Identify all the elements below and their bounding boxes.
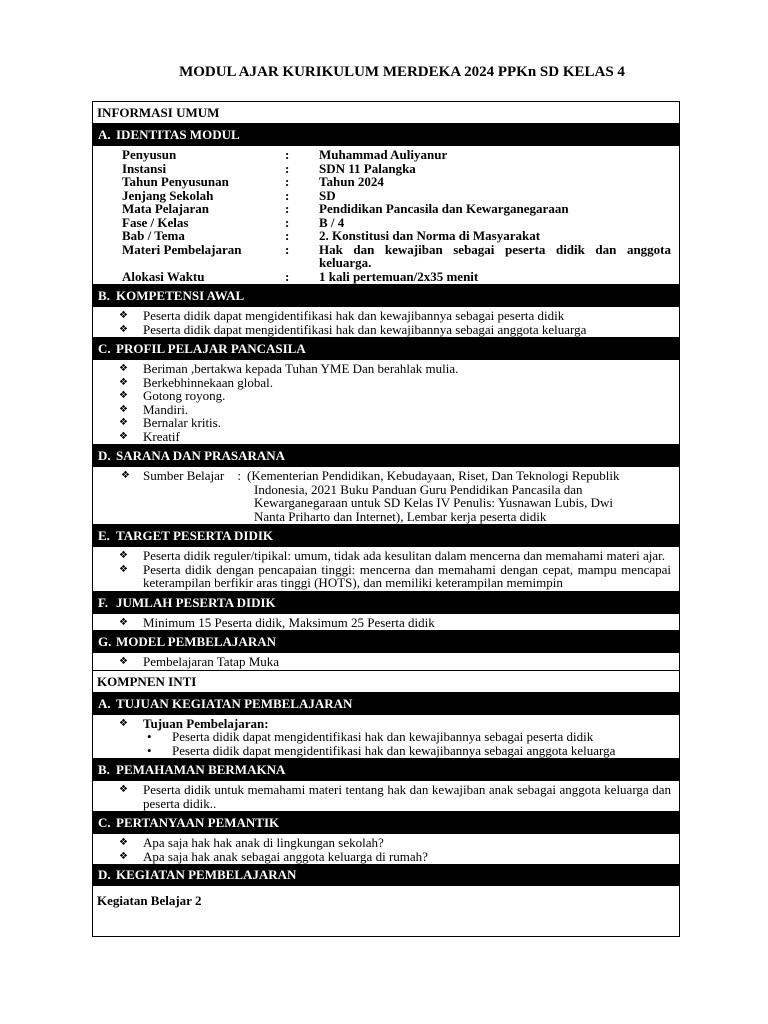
pertanyaan-heading: [93, 812, 679, 834]
list-item-text: Peserta didik dapat mengidentifikasi hak dan kewajibannya sebagai anggota keluarga: [143, 321, 587, 337]
model-heading: [93, 631, 679, 653]
tujuan-subheading: Tujuan Pembelajaran:: [143, 715, 269, 731]
section-number: C.: [98, 815, 111, 830]
field-colon: :: [285, 241, 290, 257]
list-item: [119, 389, 671, 403]
list-item: [119, 717, 671, 731]
section-label: PEMAHAMAN BERMAKNA: [116, 762, 286, 777]
section-label: IDENTITAS MODUL: [116, 127, 240, 142]
tujuan-list: [93, 730, 679, 757]
pertanyaan-section: [93, 834, 679, 864]
diamond-bullet-icon: ❖: [119, 376, 128, 388]
jumlah-section: [93, 614, 679, 632]
identitas-row: [122, 270, 671, 284]
field-colon: :: [285, 268, 290, 284]
sumber-belajar-value: (Kementerian Pendidikan, Kebudayaan, Riset, Dan Teknologi Republik Indonesia, 2021 Buku Panduan Guru Pendidikan Pancasila dan Kewarganegaraan untuk SD Kelas IV Penulis: Yusnawan Lubis, Dwi Nanta Priharto dan Internet), Lembar kerja peserta didik: [247, 468, 620, 524]
diamond-bullet-icon: ❖: [119, 850, 128, 862]
list-item-text: Bernalar kritis.: [143, 415, 221, 430]
identitas-heading: [93, 124, 679, 146]
field-colon: :: [285, 147, 290, 162]
section-label: TARGET PESERTA DIDIK: [116, 528, 274, 543]
diamond-bullet-icon: ❖: [119, 417, 128, 428]
list-item: [119, 850, 671, 864]
section-label: MODEL PEMBELAJARAN: [116, 634, 276, 649]
list-item: [119, 309, 671, 323]
list-item: [119, 836, 671, 850]
field-value: SDN 11 Palangka: [319, 160, 416, 176]
list-item: [119, 783, 671, 810]
kegiatan-belajar-label: Kegiatan Belajar 2: [97, 893, 202, 908]
diamond-bullet-icon: ❖: [119, 563, 128, 575]
profil-section: [93, 360, 679, 445]
sarana-heading: [93, 445, 679, 467]
tujuan-section: [93, 715, 679, 760]
list-item-text: Minimum 15 Peserta didik, Maksimum 25 Peserta didik: [143, 614, 435, 630]
section-label: TUJUAN KEGIATAN PEMBELAJARAN: [116, 695, 353, 711]
identitas-row: [122, 202, 671, 216]
identitas-row: [122, 189, 671, 203]
section-label: PERTANYAAN PEMANTIK: [116, 815, 280, 830]
identitas-row: [122, 243, 671, 270]
field-label: Tahun Penyusunan: [122, 174, 229, 189]
sumber-belajar-label: Sumber Belajar :: [143, 468, 241, 483]
pemahaman-section: [93, 781, 679, 812]
target-section: [93, 547, 679, 592]
section-number: A.: [98, 127, 111, 142]
section-number: D.: [98, 867, 111, 882]
list-item-text: Pembelajaran Tatap Muka: [143, 654, 280, 669]
list-item: [119, 655, 671, 669]
list-item-text: Peserta didik reguler/tipikal: umum, tidak ada kesulitan dalam mencerna dan memahami materi ajar.: [143, 548, 665, 563]
field-label: Penyusun: [122, 147, 177, 162]
identitas-row: [122, 148, 671, 162]
section-number: G.: [98, 634, 112, 649]
field-value: Tahun 2024: [319, 174, 384, 189]
diamond-bullet-icon: ❖: [119, 837, 128, 848]
diamond-bullet-icon: ❖: [119, 323, 128, 335]
field-label: Instansi: [122, 160, 167, 176]
diamond-bullet-icon: ❖: [119, 310, 128, 321]
section-number: C.: [98, 341, 111, 356]
field-colon: :: [285, 214, 290, 230]
list-item: [147, 730, 671, 744]
list-item: [119, 563, 671, 590]
field-colon: :: [285, 160, 290, 176]
field-label: Alokasi Waktu: [122, 268, 205, 284]
list-item: [119, 416, 671, 430]
diamond-bullet-icon: ❖: [119, 430, 128, 442]
list-item-text: Apa saja hak anak sebagai anggota keluarga di rumah?: [143, 848, 428, 864]
section-number: D.: [98, 448, 111, 463]
list-item-text: Beriman ,bertakwa kepada Tuhan YME Dan berahlak mulia.: [143, 361, 459, 376]
dot-bullet-icon: •: [147, 729, 152, 744]
list-item-text: Peserta didik dapat mengidentifikasi hak dan kewajibannya sebagai peserta didik: [143, 308, 565, 323]
list-item: [119, 549, 671, 563]
diamond-bullet-icon: ❖: [119, 717, 128, 729]
list-item: [119, 376, 671, 390]
profil-heading: [93, 338, 679, 360]
section-number: B.: [98, 288, 110, 303]
kompetensi-section: [93, 307, 679, 338]
list-item-text: Peserta didik untuk memahami materi tentang hak dan kewajiban anak sebagai anggota keluarga dan peserta didik..: [143, 782, 671, 811]
list-item-text: Gotong royong.: [143, 388, 226, 403]
diamond-bullet-icon: ❖: [119, 403, 128, 415]
field-value: Muhammad Auliyanur: [319, 147, 448, 162]
section-label: PROFIL PELAJAR PANCASILA: [116, 341, 306, 356]
field-colon: :: [285, 174, 290, 189]
field-colon: :: [285, 228, 290, 243]
section-number: A.: [98, 695, 111, 711]
section-number: B.: [98, 762, 110, 777]
list-item-text: Peserta didik dapat mengidentifikasi hak dan kewajibannya sebagai anggota keluarga: [172, 742, 616, 758]
model-section: [93, 653, 679, 671]
list-item-text: Berkebhinnekaan global.: [143, 374, 273, 390]
identitas-row: [122, 175, 671, 189]
identitas-section: [93, 146, 679, 285]
komponen-inti-heading: KOMPNEN INTI: [93, 671, 679, 693]
list-item: [119, 403, 671, 417]
field-colon: :: [285, 187, 290, 203]
section-number: F.: [98, 594, 108, 610]
sumber-belajar-row: [93, 469, 679, 523]
list-item: [119, 362, 671, 376]
kompetensi-heading: [93, 285, 679, 307]
pemahaman-heading: [93, 759, 679, 781]
field-value: SD: [319, 187, 336, 203]
field-label: Jenjang Sekolah: [122, 187, 214, 203]
field-value: Hak dan kewajiban sebagai peserta didik dan anggota keluarga.: [319, 241, 671, 270]
field-label: Mata Pelajaran: [122, 201, 210, 216]
field-label: Bab / Tema: [122, 228, 185, 243]
section-label: SARANA DAN PRASARANA: [116, 448, 286, 463]
identitas-row: [122, 216, 671, 230]
diamond-bullet-icon: ❖: [119, 656, 128, 667]
identitas-row: [122, 162, 671, 176]
kegiatan-heading: [93, 864, 679, 886]
list-item-text: Mandiri.: [143, 401, 189, 417]
field-value: 1 kali pertemuan/2x35 menit: [319, 268, 479, 284]
list-item: [119, 430, 671, 444]
info-umum-heading: INFORMASI UMUM: [93, 102, 679, 124]
field-value: 2. Konstitusi dan Norma di Masyarakat: [319, 228, 541, 243]
diamond-bullet-icon: ❖: [119, 390, 128, 401]
tujuan-heading: [93, 693, 679, 715]
diamond-bullet-icon: ❖: [121, 470, 130, 481]
diamond-bullet-icon: ❖: [119, 616, 128, 628]
section-label: KOMPETENSI AWAL: [116, 288, 245, 303]
field-label: Fase / Kelas: [122, 214, 189, 230]
field-label: Materi Pembelajaran: [122, 241, 242, 257]
section-number: E.: [98, 528, 110, 543]
list-item-text: Apa saja hak hak anak di lingkungan sekolah?: [143, 835, 384, 850]
section-label: JUMLAH PESERTA DIDIK: [116, 594, 276, 610]
target-heading: [93, 525, 679, 547]
sarana-section: [93, 467, 679, 525]
list-item-text: Peserta didik dapat mengidentifikasi hak dan kewajibannya sebagai peserta didik: [172, 729, 594, 744]
module-table: [92, 101, 680, 937]
diamond-bullet-icon: ❖: [119, 784, 128, 795]
diamond-bullet-icon: ❖: [119, 363, 128, 374]
section-label: KEGIATAN PEMBELAJARAN: [116, 867, 297, 882]
diamond-bullet-icon: ❖: [119, 550, 128, 561]
field-value: B / 4: [319, 214, 345, 230]
list-item: [119, 616, 671, 630]
identitas-row: [122, 229, 671, 243]
list-item: [147, 744, 671, 758]
jumlah-heading: [93, 592, 679, 614]
list-item-text: Kreatif: [143, 428, 180, 444]
field-colon: :: [285, 201, 290, 216]
document-title: MODUL AJAR KURIKULUM MERDEKA 2024 PPKn SD KELAS 4: [179, 64, 625, 80]
field-value: Pendidikan Pancasila dan Kewarganegaraan: [319, 201, 569, 216]
dot-bullet-icon: •: [147, 742, 152, 758]
list-item: [119, 323, 671, 337]
list-item-text: Peserta didik dengan pencapaian tinggi: mencerna dan memahami dengan cepat, mampu mencapai keterampilan berfikir aras tinggi (HOTS), dan memiliki keterampilan memimpin: [143, 561, 671, 590]
